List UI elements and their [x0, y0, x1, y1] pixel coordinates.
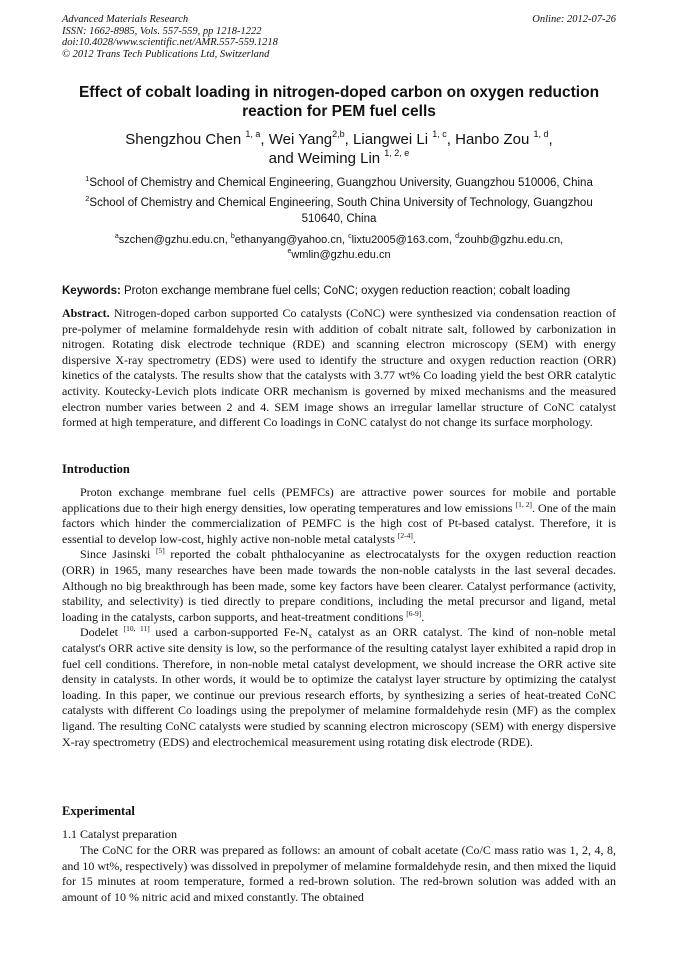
affiliation-1 [62, 176, 616, 192]
keywords-text: Proton exchange membrane fuel cells; CoNC; oxygen reduction reaction; cobalt loading [120, 285, 571, 297]
section-heading-introduction: Introduction [62, 462, 130, 476]
author-affil-mark: 1, 2, e [384, 148, 410, 158]
author-affil-mark: 1, c [432, 129, 447, 139]
email-link[interactable]: ethanyang@yahoo.cn, [234, 234, 345, 246]
email-mark: c [348, 233, 352, 240]
experimental-paragraph-1: The CoNC for the ORR was prepared as follows: an amount of cobalt acetate (Co/C mass ratio was 1, 2, 4, 8, and 10 wt%, respectively) was dissolved in prepolymer of melamine formaldehyde resin, and then mixed the liquid for 15 minutes at room temperature, formed a red-brown solution. The red-brown solution was added with an amount of 10 % nitric acid and mixed constantly. The obtained [62, 843, 616, 904]
email-link[interactable]: szchen@gzhu.edu.cn, [118, 234, 228, 246]
email-link[interactable]: lixtu2005@163.com, [351, 234, 453, 246]
abstract-text: Nitrogen-doped carbon supported Co catalysts (CoNC) were synthesized via condensation reaction of pre-polymer of melamine formaldehyde resin with addition of cobalt nitrate salt, followed by carbonization in nitrogen. Rotating disk electrode technique (RDE) and scanning electron microscopy (SEM) with energy dispersive X-ray spectrometry (EDS) were used to identify the structure and oxygen reduction reaction (ORR) kinetics of the catalysts. The results show that the catalysts with 3.77 wt% Co loading yield the best ORR catalytic activity. Koutecky-Levich plots indicate ORR mechanism is governed by mixed mechanisms and the measured electron number varies between 2 and 4. SEM image shows an irregular lamellar structure of CoNC catalyst formed at high temperature, and different Co loadings in CoNC catalyst do not change its surface morphology. [62, 306, 616, 430]
keywords-label: Keywords: [62, 285, 121, 297]
citation[interactable]: [2-4] [397, 530, 413, 540]
intro-paragraph-2: Since Jasinski [5] reported the cobalt phthalocyanine as electrocatalysts for the oxygen reduction reaction (ORR) in 1965, many researches have been made towards the non-noble catalysts in the last several decades. Although no big breakthrough has been made, some key factors have been clearer. Catalyst performance (activity, stability, and selectivity) is tied directly to prepare conditions, including the metal precursor and ligand, metal loading in the catalysts, carbon supports, and heat-treatment conditions [6-9]. [62, 546, 616, 624]
introduction-body [62, 485, 616, 750]
journal-header [62, 14, 616, 60]
section-heading-experimental: Experimental [62, 804, 135, 818]
title-line-2: reaction for PEM fuel cells [242, 103, 436, 120]
issn-line: ISSN: 1662-8985, Vols. 557-559, pp 1218-1222 [62, 25, 262, 37]
email-link[interactable]: zouhb@gzhu.edu.cn, [458, 234, 564, 246]
intro-paragraph-1: Proton exchange membrane fuel cells (PEMFCs) are attractive power sources for mobile and portable applications due to their high energy densities, low operating temperatures and low emissions [1, 2]. One of the main factors which hinder the commercialization of PEMFC is the high cost of Pt-based catalyst. Therefore, it is essential to develop low-cost, highly active non-noble metal catalysts [2-4]. [62, 485, 616, 546]
citation[interactable]: [6-9] [406, 608, 422, 618]
author-affil-mark: 1, d [533, 129, 549, 139]
citation[interactable]: [1, 2] [515, 499, 532, 509]
author-and: and [268, 150, 294, 167]
affiliation-2 [62, 196, 616, 227]
keywords [62, 284, 616, 299]
affiliation-text: School of Chemistry and Chemical Engineering, Guangzhou University, Guangzhou 510006, China [89, 177, 593, 189]
affiliation-mark: 2 [85, 194, 90, 203]
title-line-1: Effect of cobalt loading in nitrogen-doped carbon on oxygen reduction [78, 84, 600, 101]
email-mark: e [287, 248, 292, 255]
email-mark: d [455, 233, 459, 240]
author-line-1: Shengzhou Chen $^{1, a}$, Wei Yang$^{2,b}$, Liangwei Li $^{1, c}$, Hanbo Zou $^{1, d}$, [125, 129, 553, 148]
abstract-label: Abstract. [62, 306, 110, 320]
email-link[interactable]: wmlin@gzhu.edu.cn [291, 249, 391, 261]
copyright-line: © 2012 Trans Tech Publications Ltd, Switzerland [62, 48, 270, 60]
citation[interactable]: [10, 11] [123, 624, 150, 634]
author-name: Weiming Lin [297, 150, 381, 167]
author-name: Liangwei Li [353, 131, 429, 148]
author-line-2 [62, 149, 616, 168]
abstract [62, 306, 616, 431]
email-list [62, 233, 616, 263]
affiliation-mark: 1 [85, 174, 90, 183]
experimental-body [62, 843, 616, 905]
citation[interactable]: [5] [155, 546, 165, 556]
author-affil-mark: 1, a [245, 129, 261, 139]
author-name: Wei Yang [268, 131, 333, 148]
author-name: Shengzhou Chen [125, 131, 242, 148]
affiliation-text: School of Chemistry and Chemical Engineering, South China University of Technology, Guangzhou [89, 197, 593, 209]
email-mark: a [114, 233, 119, 240]
doi-line: doi:10.4028/www.scientific.net/AMR.557-559.1218 [62, 37, 278, 48]
journal-name: Advanced Materials Research [62, 14, 189, 25]
paper-title [62, 83, 616, 121]
author-affil-mark: 2,b [332, 129, 345, 139]
intro-paragraph-3: Dodelet [10, 11] used a carbon-supported $Fe-N_x$ catalyst as an ORR catalyst. The kind of non-noble metal catalyst's ORR active site density is low, so the performance of the resulting catalyst layer exhibited a rapid drop in fuel cell conditions. Therefore, in non-noble metal catalyst development, we should increase the ORR active site density in catalysts. In other words, it would be to optimize the catalyst layer structure by optimizing the catalyst loading. In this paper, we continue our previous research efforts, by synthesizing a series of heat-treated CoNC catalysts with different Co loadings using the prepolymer of melamine formaldehyde resin (MF) as the complex ligand. The resulting CoNC catalysts were studied by scanning electron microscopy (SEM) with energy dispersive X-ray spectrometry (EDS) and electrochemical measurement using rotating disk electrode (RDE). [62, 624, 616, 749]
author-name: Hanbo Zou [455, 131, 530, 148]
email-mark: b [230, 233, 235, 240]
author-list [62, 130, 616, 168]
online-date: Online: 2012-07-26 [532, 14, 616, 25]
subsection-heading-catalyst-preparation: 1.1 Catalyst preparation [62, 827, 177, 841]
affiliation-text-line-2: 510640, China [301, 212, 377, 225]
